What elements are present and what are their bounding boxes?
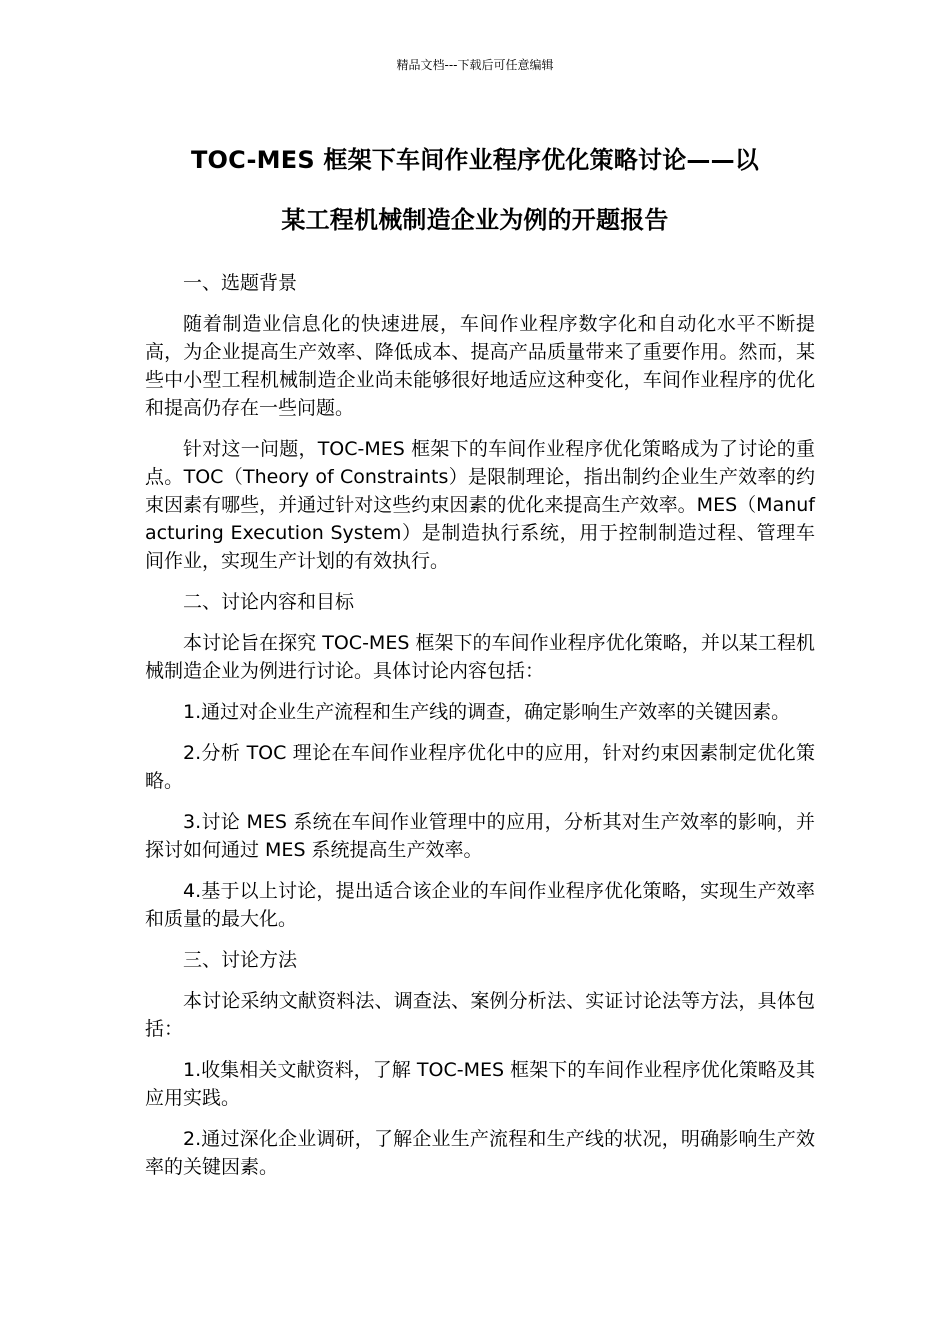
section-heading-content-goals: 二、讨论内容和目标: [183, 591, 355, 613]
list-item: 2.通过深化企业调研，了解企业生产流程和生产线的状况，明确影响生产效率的关键因素。: [145, 1128, 815, 1178]
list-item: 3.讨论 MES 系统在车间作业管理中的应用，分析其对生产效率的影响，并探讨如何通过 MES 系统提高生产效率。: [145, 811, 815, 861]
section-heading-background: 一、选题背景: [183, 272, 298, 294]
paragraph: 本讨论旨在探究 TOC-MES 框架下的车间作业程序优化策略，并以某工程机械制造企业为例进行讨论。具体讨论内容包括：: [145, 632, 815, 682]
title-line-2: 某工程机械制造企业为例的开题报告: [281, 206, 669, 234]
list-item: 1.通过对企业生产流程和生产线的调查，确定影响生产效率的关键因素。: [183, 701, 791, 723]
list-item: 1.收集相关文献资料，了解 TOC-MES 框架下的车间作业程序优化策略及其应用实践。: [145, 1059, 815, 1109]
list-item: 2.分析 TOC 理论在车间作业程序优化中的应用，针对约束因素制定优化策略。: [145, 742, 815, 792]
paragraph: 随着制造业信息化的快速进展，车间作业程序数字化和自动化水平不断提高，为企业提高生产效率、降低成本、提高产品质量带来了重要作用。然而，某些中小型工程机械制造企业尚未能够很好地适应这种变化，车间作业程序的优化和提高仍存在一些问题。: [145, 313, 815, 419]
document-title: [140, 130, 810, 250]
title-line-1: TOC-MES 框架下车间作业程序优化策略讨论——以: [190, 146, 759, 174]
list-item: 4.基于以上讨论，提出适合该企业的车间作业程序优化策略，实现生产效率和质量的最大化。: [145, 880, 815, 930]
document-body: [145, 269, 815, 1194]
header-note: 精品文档---下载后可任意编辑: [396, 58, 554, 72]
paragraph: 针对这一问题，TOC-MES 框架下的车间作业程序优化策略成为了讨论的重点。TOC（Theory of Constraints）是限制理论，指出制约企业生产效率的约束因素有哪些，并通过针对这些约束因素的优化来提高生产效率。MES（Manufacturing Execution System）是制造执行系统，用于控制制造过程、管理车间作业，实现生产计划的有效执行。: [145, 438, 815, 572]
paragraph: 本讨论采纳文献资料法、调查法、案例分析法、实证讨论法等方法，具体包括：: [145, 990, 815, 1040]
section-heading-methods: 三、讨论方法: [183, 949, 298, 971]
